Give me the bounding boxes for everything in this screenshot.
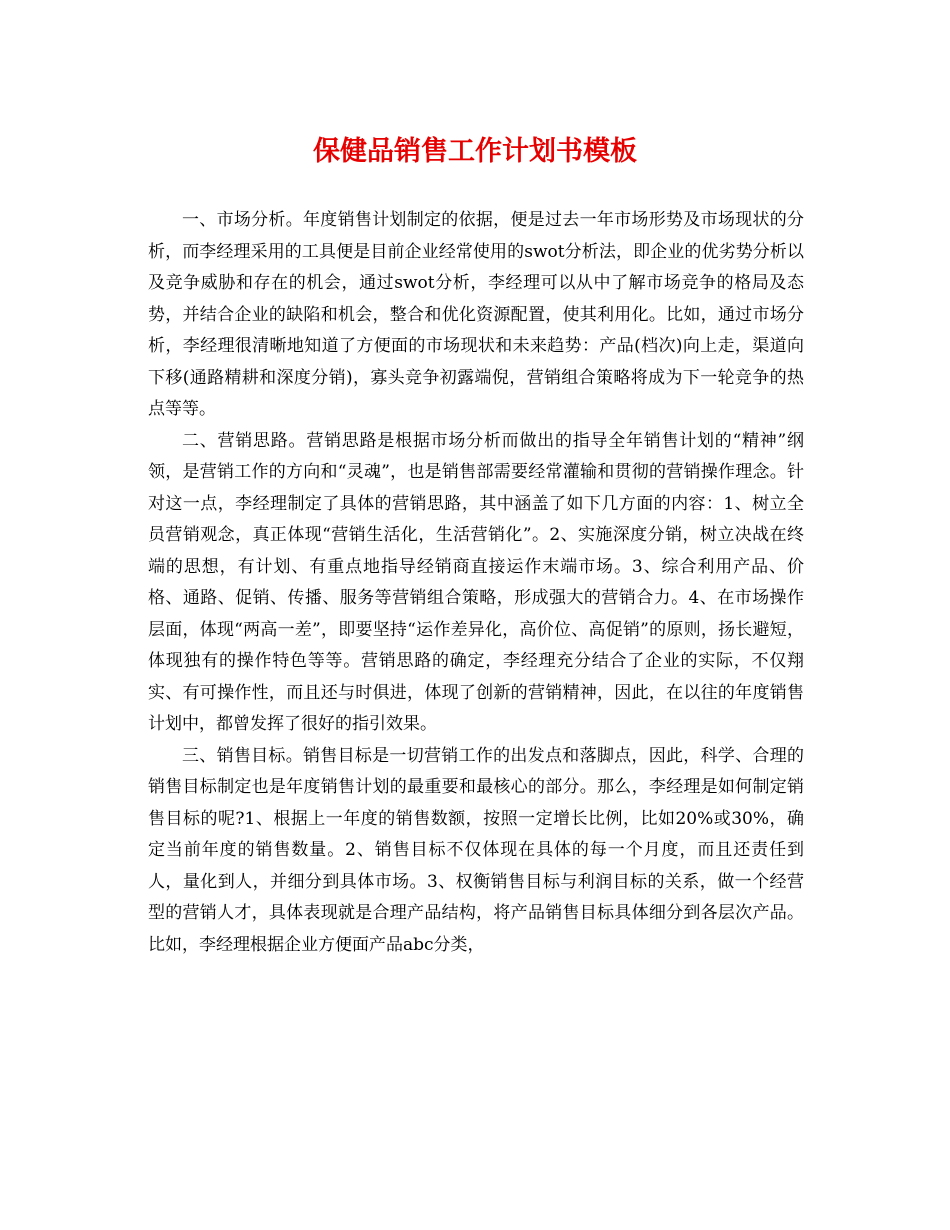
paragraph-marketing-approach: 二、营销思路。营销思路是根据市场分析而做出的指导全年销售计划的“精神”纲领，是营销工作的方向和“灵魂”，也是销售部需要经常灌输和贯彻的营销操作理念。针对这一点，李经理制定了具体的营销思路，其中涵盖了如下几方面的内容：1、树立全员营销观念，真正体现“营销生活化，生活营销化”。2、实施深度分销，树立决战在终端的思想，有计划、有重点地指导经销商直接运作末端市场。3、综合利用产品、价格、通路、促销、传播、服务等营销组合策略，形成强大的营销合力。4、在市场操作层面，体现“两高一差”，即要坚持“运作差异化，高价位、高促销”的原则，扬长避短，体现独有的操作特色等等。营销思路的确定，李经理充分结合了企业的实际，不仅翔实、有可操作性，而且还与时俱进，体现了创新的营销精神，因此，在以往的年度销售计划中，都曾发挥了很好的指引效果。 xyxy=(148,430,804,734)
document-title: 保健品销售工作计划书模板 xyxy=(313,136,637,167)
paragraph-market-analysis: 一、市场分析。年度销售计划制定的依据，便是过去一年市场形势及市场现状的分析，而李经理采用的工具便是目前企业经常使用的swot分析法，即企业的优劣势分析以及竞争威胁和存在的机会，通过swot分析，李经理可以从中了解市场竞争的格局及态势，并结合企业的缺陷和机会，整合和优化资源配置，使其利用化。比如，通过市场分析，李经理很清晰地知道了方便面的市场现状和未来趋势：产品(档次)向上走，渠道向下移(通路精耕和深度分销)，寡头竞争初露端倪，营销组合策略将成为下一轮竞争的热点等等。 xyxy=(148,210,804,419)
paragraph-sales-targets: 三、销售目标。销售目标是一切营销工作的出发点和落脚点，因此，科学、合理的销售目标制定也是年度销售计划的最重要和最核心的部分。那么，李经理是如何制定销售目标的呢?1、根据上一年度的销售数额，按照一定增长比例，比如20%或30%，确定当前年度的销售数量。2、销售目标不仅体现在具体的每一个月度，而且还责任到人，量化到人，并细分到具体市场。3、权衡销售目标与利润目标的关系，做一个经营型的营销人才，具体表现就是合理产品结构，将产品销售目标具体细分到各层次产品。比如，李经理根据企业方便面产品abc分类， xyxy=(148,745,804,955)
document-body xyxy=(148,205,804,961)
